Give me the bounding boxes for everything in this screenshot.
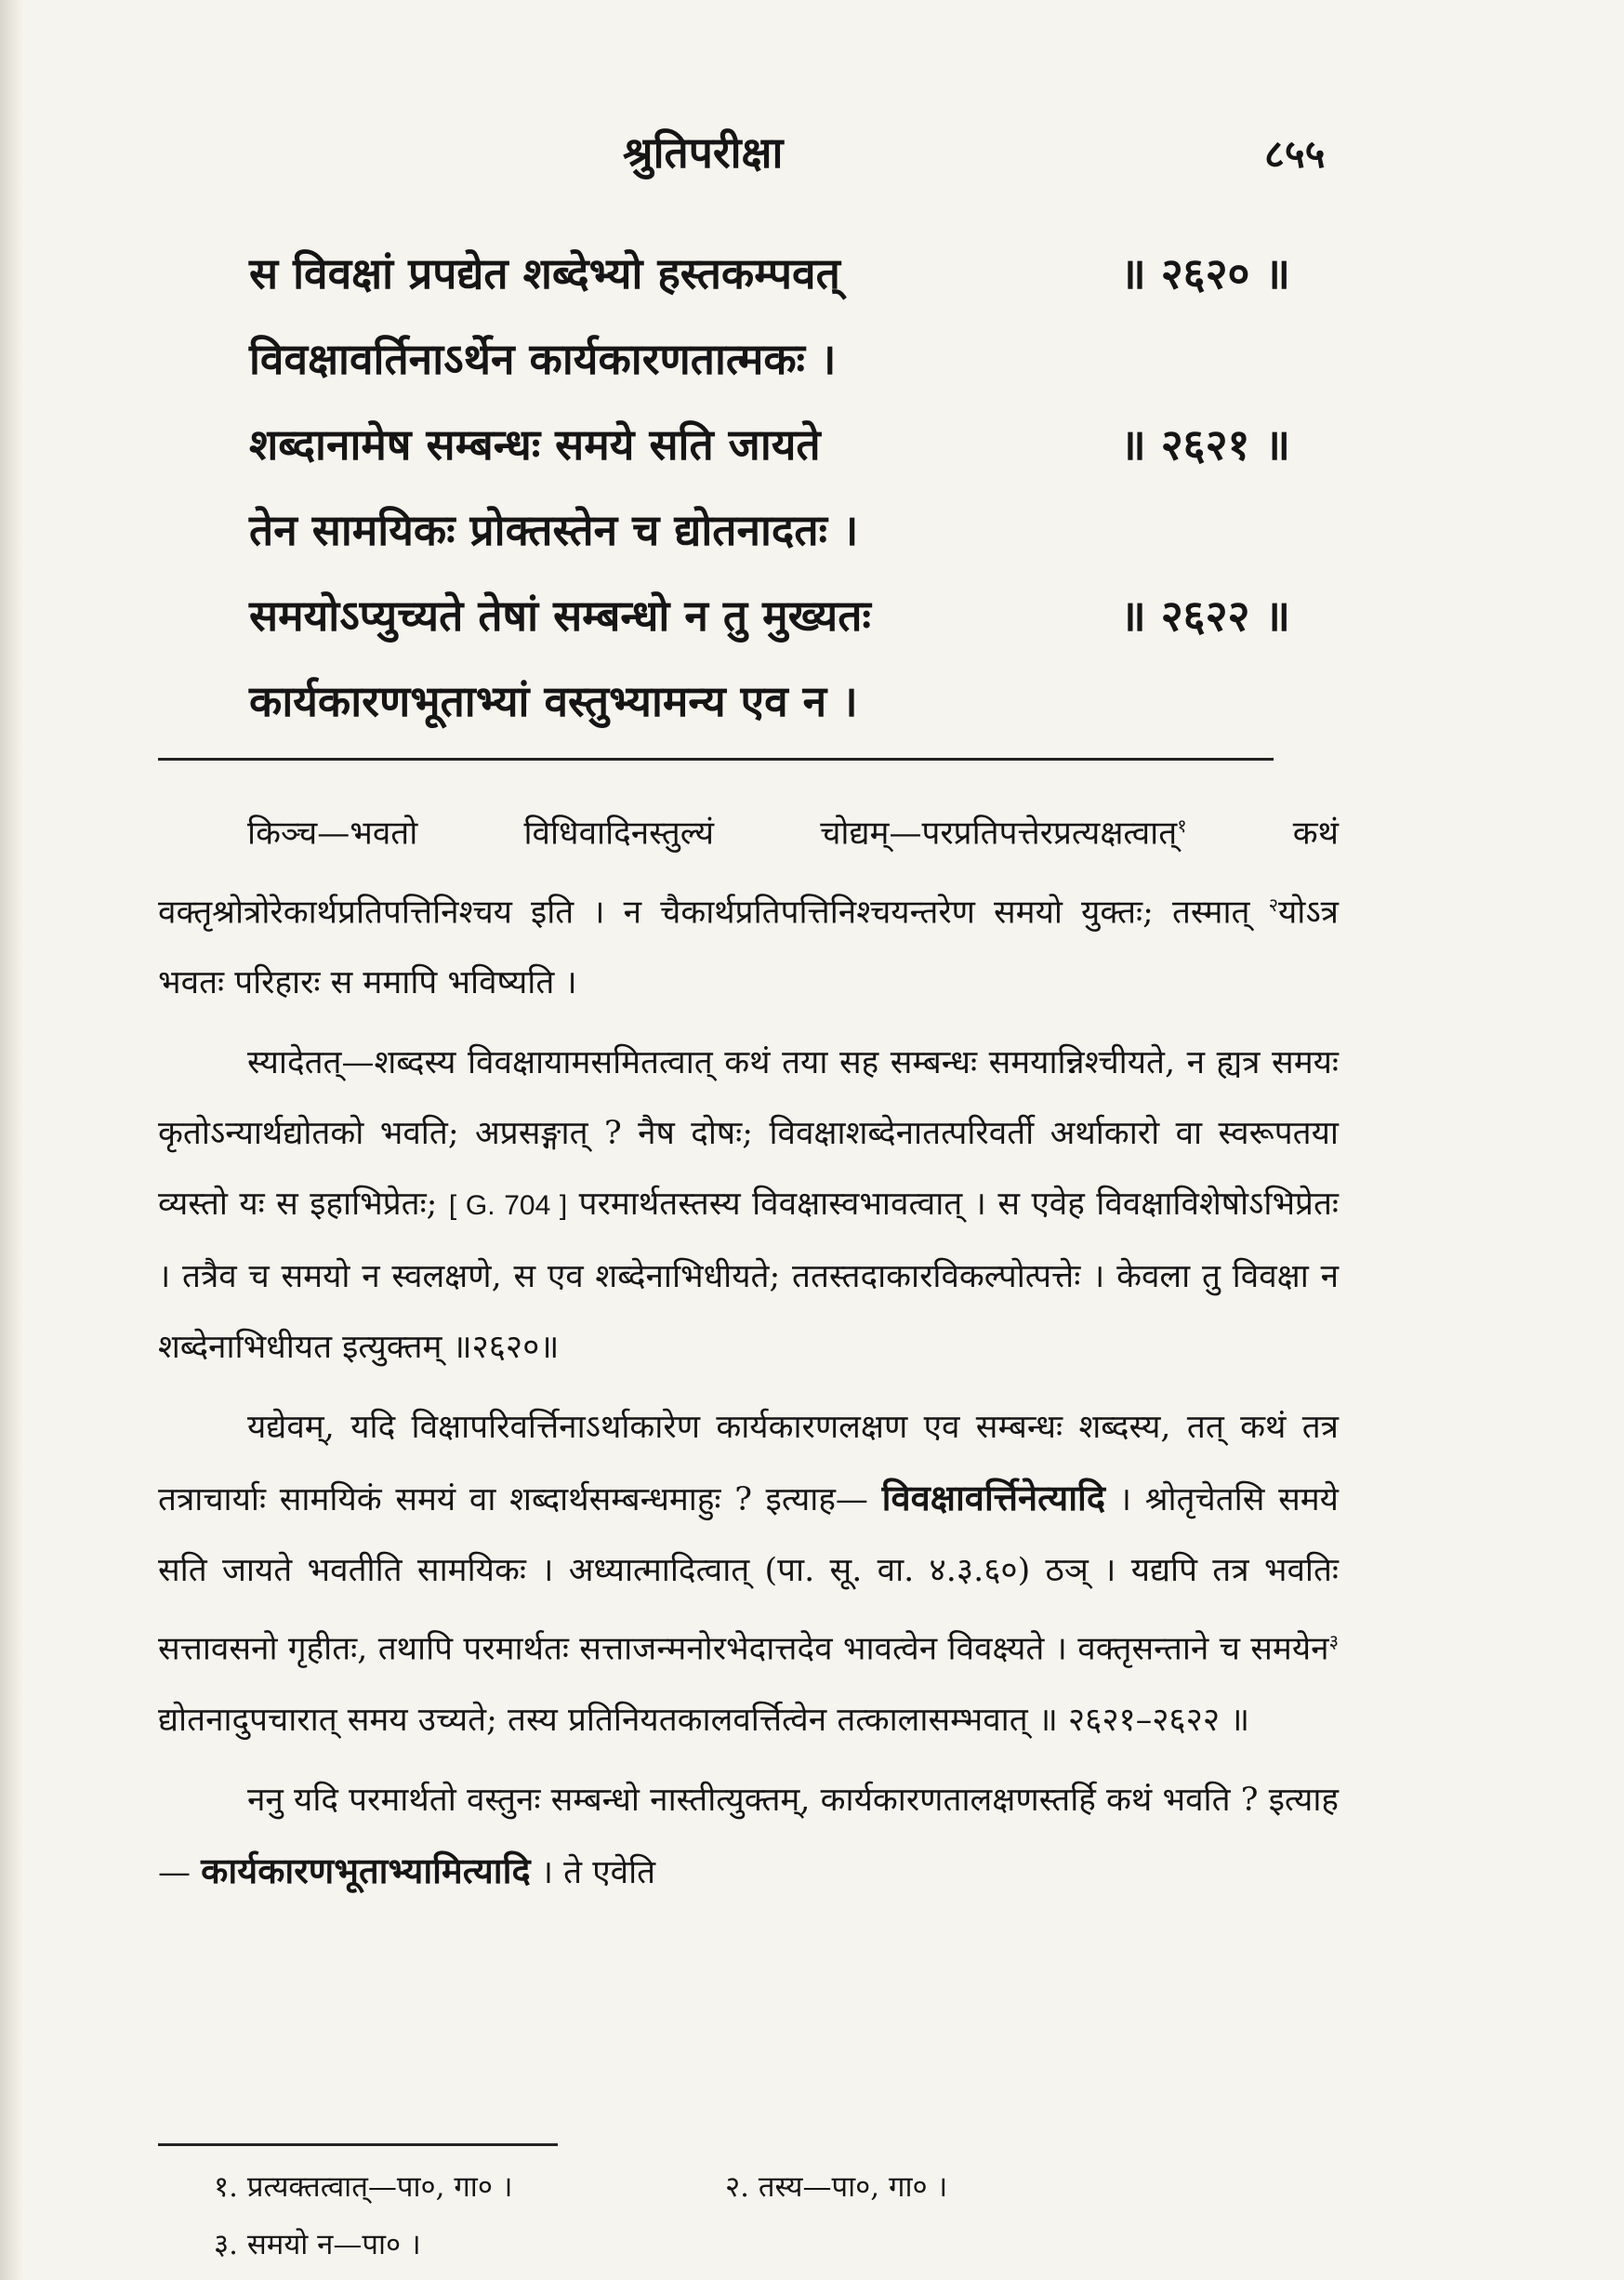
commentary-paragraph	[158, 1027, 1339, 1383]
commentary-paragraph	[158, 790, 1339, 1018]
verse-text: विवक्षावर्तिनाऽर्थेन कार्यकारणतात्मकः ।	[249, 334, 837, 384]
text-run: यद्येवम्, यदि विक्षापरिवर्त्तिनाऽर्थाकारेण कार्यकारणलक्षण एव सम्बन्धः शब्दस्य, तत् कथं तत्र तत्राचार्याः सामयिकं समयं वा शब्दार्थसम्बन्धमाहुः ? इत्याह—	[158, 1409, 1339, 1519]
verse-text: स विवक्षां प्रपद्येत शब्देभ्यो हस्तकम्पवत्	[249, 248, 840, 298]
verse-line	[249, 244, 1290, 329]
verse-line	[249, 586, 1290, 671]
verse-number: ॥ २६२२ ॥	[1120, 590, 1290, 641]
footnote-marker: ३	[1328, 1630, 1339, 1653]
verse-number: ॥ २६२१ ॥	[1120, 419, 1290, 470]
commentary-paragraph	[158, 1765, 1339, 1908]
running-title: श्रुतिपरीक्षा	[623, 127, 784, 178]
footnote-divider	[158, 2143, 558, 2146]
verse-text: तेन सामयिकः प्रोक्तस्तेन च द्योतनादतः ।	[249, 505, 859, 555]
footnote: ३. समयो न—पा० ।	[214, 2228, 421, 2261]
verse-line	[249, 671, 1290, 757]
commentary	[158, 790, 1339, 1917]
footnote: १. प्रत्यक्तत्वात्—पा०, गा० ।	[214, 2170, 513, 2204]
verse-text: कार्यकारणभूताभ्यां वस्तुभ्यामन्य एव न ।	[249, 676, 858, 726]
lemma: कार्यकारणभूताभ्यामित्यादि	[201, 1849, 531, 1891]
text-run: परमार्थतस्तस्य विवक्षास्वभावत्वात् । स एवेह विवक्षाविशेषोऽभिप्रेतः । तत्रैव च समयो न स्वलक्षणे, स एव शब्देनाभिधीयते; ततस्तदाकारविकल्पोत्पत्तेः । केवला तु विवक्षा न शब्देनाभिधीयत इत्युक्तम् ॥२६२०॥	[158, 1186, 1339, 1367]
page-edge-shadow	[0, 0, 24, 2280]
commentary-paragraph	[158, 1392, 1339, 1756]
lemma: विवक्षावर्त्तिनेत्यादि	[881, 1477, 1106, 1519]
footnote-row	[214, 2215, 1236, 2273]
text-run: कथं वक्तृश्रोत्रोरेकार्थप्रतिपत्तिनिश्चय इति । न चैकार्थप्रतिपत्तिनिश्चयन्तरेण समयो युक्तः; तस्मात्	[158, 815, 1340, 932]
verse-line	[249, 415, 1290, 500]
footnote-marker: २	[1268, 893, 1278, 916]
verse-text: समयोऽप्युच्यते तेषां सम्बन्धो न तु मुख्यतः	[249, 590, 871, 641]
text-run: स्यादेतत्—शब्दस्य विवक्षायामसमितत्वात् कथं तया सह सम्बन्धः समयान्निश्चीयते, न ह्यत्र समयः कृतोऽन्यार्थद्योतको भवति; अप्रसङ्गात् ? नैष दोषः; विवक्षाशब्देनातत्परिवर्ती अर्थाकारो वा स्वरूपतया व्यस्तो यः स इहाभिप्रेतः;	[158, 1044, 1339, 1224]
footnote-marker: १	[1177, 815, 1187, 837]
footnote-row	[214, 2157, 1236, 2215]
text-run: ननु यदि परमार्थतो वस्तुनः सम्बन्धो नास्तीत्युक्तम्, कार्यकारणतालक्षणस्तर्हि कथं भवति ? इत्याह—	[158, 1781, 1339, 1891]
verse-block	[249, 244, 1290, 757]
text-run: योऽत्र भवतः परिहारः स ममापि भविष्यति ।	[158, 894, 1339, 1002]
text-run: । श्रोतृचेतसि समये सति जायते भवतीति सामयिकः । अध्यात्मादित्वात् (पा. सू. वा. ४.३.६०) ठञ् । यद्यपि तत्र भवतिः सत्तावसनो गृहीतः, तथापि परमार्थतः सत्ताजन्मनोरभेदात्तदेव भावत्वेन विवक्ष्यते । वक्तृसन्ताने च समयेन	[158, 1481, 1339, 1668]
footnotes	[214, 2157, 1236, 2273]
verse-divider	[158, 758, 1274, 761]
text-run: । ते एवेति	[530, 1853, 656, 1891]
edition-page-reference: [ G. 704 ]	[448, 1190, 568, 1222]
verse-line	[249, 500, 1290, 586]
text-run: द्योतनादुपचारात् समय उच्यते; तस्य प्रतिनियतकालवर्त्तित्वेन तत्कालासम्भवात् ॥ २६२१–२६२२ ॥	[158, 1701, 1250, 1739]
verse-number: ॥ २६२० ॥	[1120, 248, 1290, 298]
verse-line	[249, 329, 1290, 415]
text-run: किञ्च—भवतो विधिवादिनस्तुल्यं चोद्यम्—परप्रतिपत्तेरप्रत्यक्षत्वात्	[247, 815, 1178, 853]
footnote: २. तस्य—पा०, गा० ।	[725, 2170, 948, 2204]
page-number: ८५५	[1264, 131, 1326, 177]
verse-text: शब्दानामेष सम्बन्धः समये सति जायते	[249, 419, 821, 470]
page-header	[0, 123, 1624, 197]
